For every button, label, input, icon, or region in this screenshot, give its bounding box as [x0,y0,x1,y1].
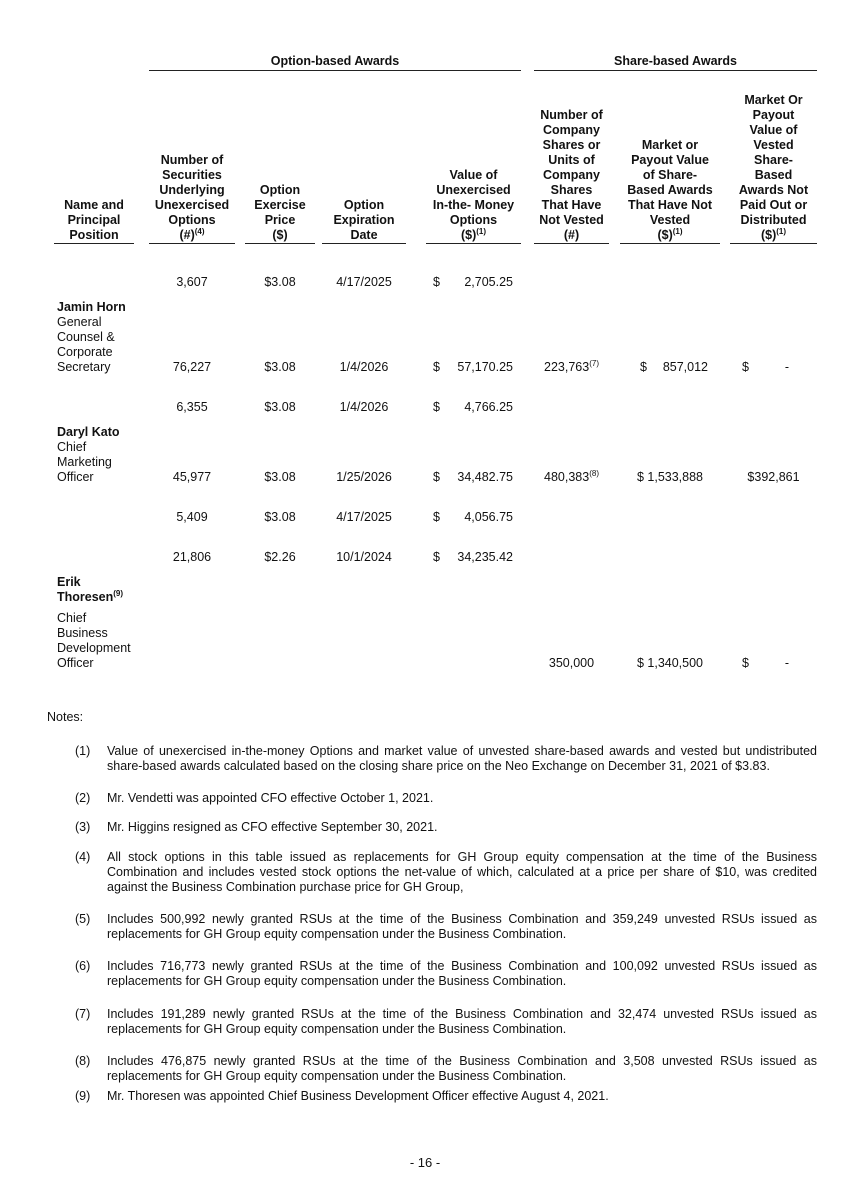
column-header [620,138,720,243]
column-header-line: Company [543,123,600,137]
note-number: (1) [75,744,91,758]
footnote-ref: (1) [776,227,787,236]
expiration-date: 10/1/2024 [336,550,392,564]
exercise-price: $3.08 [264,275,296,289]
column-header-line: Based Awards [627,183,713,197]
column-header-line: Value of [449,168,498,182]
note-item [75,959,817,989]
in-the-money-value: 2,705.25 [464,275,513,289]
divider [322,243,406,244]
column-header-line: Option [343,198,385,212]
market-value-unvested: 857,012 [662,360,708,374]
note-text: Includes 191,289 newly granted RSUs at the time of the Business Combination and 32,474 unvested RSUs issued as replacements for GH Group equity compensation under the Business Combination. [107,1007,817,1036]
column-header-line: Number of [160,153,224,167]
footnote-ref: (4) [194,227,205,236]
unvested-shares: 480,383$^{(8)}$ [544,469,599,484]
column-header-line: Position [69,228,119,242]
person-title-line: Counsel & [57,330,115,344]
vested-currency: $ [742,656,749,670]
column-header-line [620,228,720,243]
divider [730,243,817,244]
note-text: Mr. Thoresen was appointed Chief Business Development Officer effective August 4, 2021. [107,1089,609,1103]
vested-currency: $ [742,360,749,374]
column-header-line: Market or [641,138,699,152]
divider [426,243,521,244]
note-text: Mr. Vendetti was appointed CFO effective October 1, 2021. [107,791,434,805]
column-header-line: Company [543,168,600,182]
note-number: (4) [75,850,91,864]
column-header-line: of Share- [642,168,698,182]
column-header-line: Number of [540,108,603,122]
note-text: Includes 716,773 newly granted RSUs at the time of the Business Combination and 100,092 unvested RSUs issued as replacements for GH Group equity compensation under the Business Combination. [107,959,817,988]
note-number: (6) [75,959,91,973]
option-count: 45,977 [172,470,212,484]
note-text: All stock options in this table issued as replacements for GH Group equity compensation at the time of the Business Combination and includes vested stock options the net-value of which, calculated at a price per share of $10, was credited against the Business Combination purchase price for GH Group, [107,850,817,894]
note-item [75,1089,817,1104]
note-item [75,850,817,895]
column-header-line: In-the- Money [432,198,515,212]
notes-heading: Notes: [47,710,84,724]
market-value-vested: - [784,656,790,670]
in-the-money-value: 4,766.25 [464,400,513,414]
divider [620,243,720,244]
column-header-line: Unexercised [436,183,511,197]
value-currency: $ [433,400,440,414]
column-header [426,168,521,243]
note-number: (9) [75,1089,91,1103]
column-header-line: Vested [753,138,794,152]
column-header-line: Name and [64,198,124,212]
column-header-line: Based [754,168,793,182]
column-header-line: Date [350,228,378,242]
exercise-price: $3.08 [264,360,296,374]
column-header-line: Expiration [333,213,395,227]
column-header-line: Paid Out or [739,198,808,212]
column-header-line: Awards Not [738,183,809,197]
exercise-price: $3.08 [264,470,296,484]
column-header-text: (#) [179,228,195,242]
option-count: 76,227 [172,360,212,374]
column-header-line: Value of [749,123,798,137]
note-item [75,1007,817,1037]
in-the-money-value: 34,235.42 [457,550,513,564]
column-header-line: Options [168,213,216,227]
footnote-ref: (1) [672,227,683,236]
market-value-unvested: $ 1,340,500 [636,656,704,670]
note-number: (2) [75,791,91,805]
column-header-line: Market Or [744,93,803,107]
expiration-date: 4/17/2025 [336,510,392,524]
person-title-line: Chief [57,611,87,625]
divider [149,70,521,71]
column-header-line: ($) [272,228,288,242]
column-header-line: Distributed [740,213,807,227]
person-name: Erik [57,575,81,589]
option-count: 21,806 [172,550,212,564]
column-header [149,153,235,243]
market-currency: $ [640,360,647,374]
note-number: (3) [75,820,91,834]
note-number: (7) [75,1007,91,1021]
column-header-line: Price [264,213,296,227]
option-count: 3,607 [176,275,208,289]
person-title-line: Secretary [57,360,111,374]
person-title-line: Officer [57,656,94,670]
column-header [534,108,609,243]
expiration-date: 1/4/2026 [339,360,389,374]
market-value-vested: $392,861 [747,470,800,484]
note-item [75,744,817,774]
market-value-unvested: $ 1,533,888 [636,470,704,484]
note-number: (5) [75,912,91,926]
column-header-line: Share- [754,153,793,167]
column-header-line: Options [449,213,498,227]
column-header-line: (#) [563,228,580,242]
column-header-text: ($) [657,228,673,242]
column-header-line: That Have Not [627,198,713,212]
column-header-line: Principal [67,213,121,227]
person-title-line: General [57,315,102,329]
person-title-line: Officer [57,470,94,484]
person-name: Jamin Horn [57,300,126,314]
divider [54,243,134,244]
note-item [75,820,817,835]
column-header-line: Unexercised [154,198,230,212]
market-value-vested: - [784,360,790,374]
in-the-money-value: 57,170.25 [457,360,513,374]
note-text: Mr. Higgins resigned as CFO effective September 30, 2021. [107,820,438,834]
column-header-line: That Have [541,198,602,212]
person-title-line: Business [57,626,108,640]
note-text: Includes 500,992 newly granted RSUs at the time of the Business Combination and 359,249 unvested RSUs issued as replacements for GH Group equity compensation under the Business Combination. [107,912,817,941]
column-header [54,198,134,243]
column-header-line: Vested [649,213,691,227]
exercise-price: $2.26 [264,550,296,564]
value-currency: $ [433,275,440,289]
note-item [75,791,817,806]
page-number: - 16 - [409,1155,441,1170]
column-header-line [426,228,521,243]
value-currency: $ [433,550,440,564]
column-header-line: Payout Value [631,153,709,167]
in-the-money-value: 34,482.75 [457,470,513,484]
column-header-text: ($) [460,228,477,242]
value-currency: $ [433,510,440,524]
divider [534,243,609,244]
option-count: 6,355 [176,400,208,414]
value-currency: $ [433,470,440,484]
exercise-price: $3.08 [264,510,296,524]
group-header-option-based: Option-based Awards [270,54,400,68]
column-header-line: Not Vested [539,213,604,227]
column-header-line: Payout [752,108,795,122]
exercise-price: $3.08 [264,400,296,414]
column-header-text: ($) [760,228,777,242]
value-currency: $ [433,360,440,374]
divider [245,243,315,244]
expiration-date: 1/4/2026 [339,400,389,414]
column-header-line: Shares [550,183,593,197]
person-title-line: Marketing [57,455,112,469]
note-item [75,1054,817,1084]
note-text: Value of unexercised in-the-money Options and market value of unvested share-based awards and vested but undistributed share-based awards calculated based on the closing share price on the Neo Exchange on December 31, 2021 of $3.83. [107,744,817,773]
person-title-line: Development [57,641,131,655]
expiration-date: 4/17/2025 [336,275,392,289]
option-count: 5,409 [176,510,208,524]
column-header-line: Exercise [254,198,306,212]
divider [149,243,235,244]
unvested-shares: 350,000 [548,656,595,670]
note-text: Includes 476,875 newly granted RSUs at the time of the Business Combination and 3,508 unvested RSUs issued as replacements for GH Group equity compensation under the Business Combination. [107,1054,817,1083]
column-header [245,183,315,243]
column-header-line: Securities [162,168,222,182]
in-the-money-value: 4,056.75 [464,510,513,524]
column-header-line: Option [259,183,301,197]
column-header-line [730,228,817,243]
column-header-line: Shares or [542,138,601,152]
person-name: Daryl Kato [57,425,120,439]
column-header [730,93,817,243]
note-item [75,912,817,942]
person-title-line: Corporate [57,345,113,359]
footnote-ref: (1) [476,227,487,236]
unvested-shares: 223,763$^{(7)}$ [544,359,599,374]
group-header-share-based: Share-based Awards [614,54,737,68]
column-header-line: Underlying [159,183,225,197]
column-header-line: Units of [548,153,595,167]
note-number: (8) [75,1054,91,1068]
column-header [322,198,406,243]
person-name: Thoresen$^{(9)}$ [57,589,124,604]
person-title-line: Chief [57,440,87,454]
divider [534,70,817,71]
expiration-date: 1/25/2026 [336,470,392,484]
column-header-line [149,228,235,243]
